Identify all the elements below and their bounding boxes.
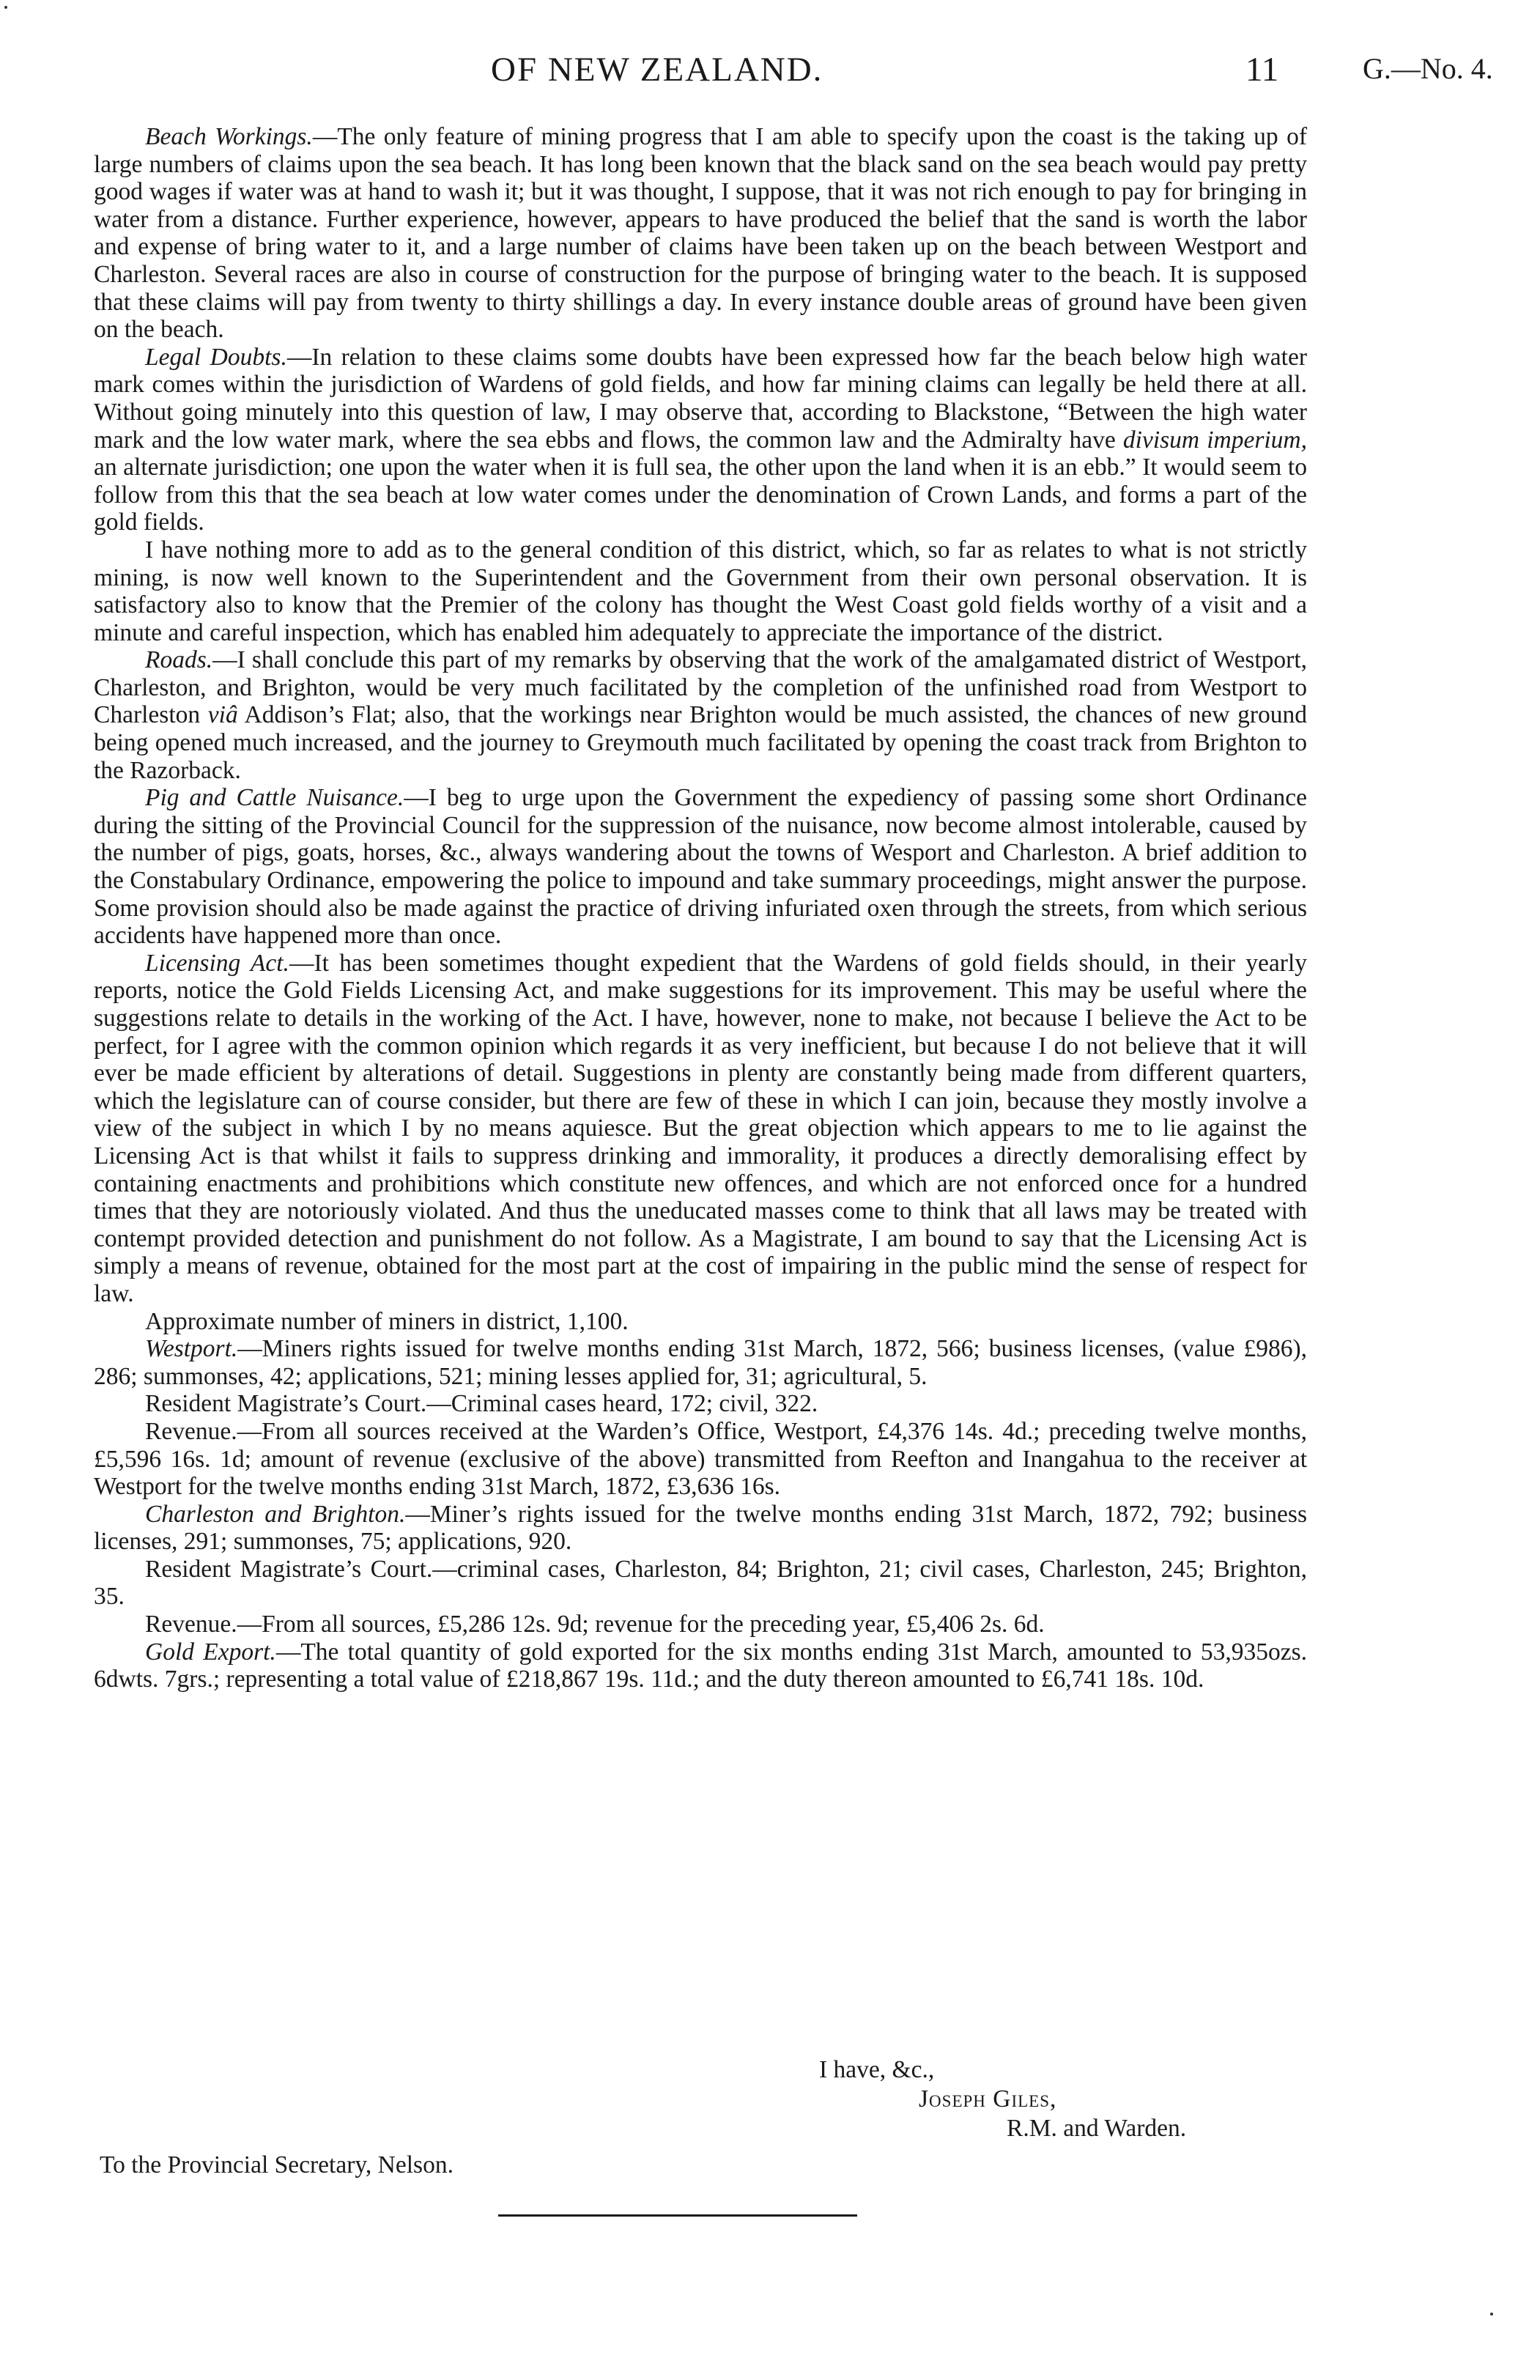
section-lead: Licensing Act. xyxy=(145,949,289,977)
paragraph-revenue-charleston xyxy=(94,1611,1307,1638)
paragraph-gold-export xyxy=(94,1638,1307,1693)
speck-mark xyxy=(1490,2313,1493,2316)
paragraph-text: I have nothing more to add as to the general condition of this district, which, so far as relates to what is not strictly mining, is now well known to the Superintendent and the Government from their own personal observation. It is satisfactory also to know that the Premier of the colony has thought the West Coast gold fields worthy of a visit and a minute and careful inspection, which has enabled him adequately to appreciate the importance of the district. xyxy=(94,536,1307,646)
section-lead: Westport. xyxy=(145,1335,238,1363)
page-number: 11 xyxy=(1245,51,1279,89)
paragraph-text: Revenue.—From all sources, £5,286 12s. 9d; revenue for the preceding year, £5,406 2s. 6d. xyxy=(145,1611,1045,1638)
signatory-title: R.M. and Warden. xyxy=(1007,2115,1187,2142)
paragraph-rm-court-charleston xyxy=(94,1556,1307,1611)
paragraph-text: —The total quantity of gold exported for the six months ending 31st March, amounted to 53,935ozs. 6dwts. 7grs.; representing a total value of £218,867 19s. 11d.; and the duty thereon amounted to £6,741 18s. 10d. xyxy=(94,1638,1307,1693)
paragraph-text: an alternate jurisdiction; one upon the water when it is full sea, the other upon the land when it is an ebb.” It would seem to follow from this that the sea beach at low water comes under the denomination of Crown Lands, and forms a part of the gold fields. xyxy=(94,454,1307,536)
paragraph-text: —Miners rights issued for twelve months ending 31st March, 1872, 566; business licenses, (value £986), 286; summonses, 42; applications, 521; mining lesses applied for, 31; agricultural, 5. xyxy=(94,1335,1307,1390)
addressee-line: To the Provincial Secretary, Nelson. xyxy=(100,2151,454,2178)
paragraph-text: Resident Magistrate’s Court.—criminal cases, Charleston, 84; Brighton, 21; civil cases, Charleston, 245; Brighton, 35. xyxy=(94,1555,1307,1611)
section-lead: Legal Doubts. xyxy=(145,343,287,371)
speck-mark xyxy=(4,6,7,9)
paragraph-text: Resident Magistrate’s Court.—Criminal cases heard, 172; civil, 322. xyxy=(145,1390,818,1418)
section-lead: Gold Export. xyxy=(145,1638,276,1666)
paragraph-text: —In relation to these claims some doubts have been expressed how far the beach below high water mark comes within the jurisdiction of Wardens of gold fields, and how far mining claims can legally be held there at all. Without going minutely into this question of law, I may observe that, according to Blackstone, “Between the high water mark and the low water mark, where the sea ebbs and flows, the common law and the Admiralty have xyxy=(94,343,1307,454)
report-body xyxy=(94,123,1307,1693)
closing-line: I have, &c., xyxy=(819,2056,935,2083)
paragraph-beach-workings xyxy=(94,123,1307,344)
section-lead: Pig and Cattle Nuisance. xyxy=(145,784,404,812)
paragraph-text: —It has been sometimes thought expedient that the Wardens of gold fields should, in their yearly reports, notice the Gold Fields Licensing Act, and make suggestions for its improvement. This may be useful where the suggestions relate to details in the working of the Act. I have, however, none to make, not because I believe the Act to be perfect, for I agree with the common opinion which regards it as very inefficient, but because I do not believe that it will ever be made efficient by alterations of detail. Suggestions in plenty are constantly being made from different quarters, which the legislature can of course consider, but there are few of these in which I can join, because they mostly involve a view of the subject in which I by no means aquiesce. But the great objection which appears to me to lie against the Licensing Act is that whilst it fails to suppress drinking and immorality, it produces a directly demoralising effect by containing enactments and prohibitions which constitute new offences, and which are not enforced once for a hundred times that they are notoriously violated. And thus the uneducated masses come to think that all laws may be treated with contempt provided detection and punishment do not follow. As a Magistrate, I am bound to say that the Licensing Act is simply a means of revenue, obtained for the most part at the cost of impairing in the public mind the sense of respect for law. xyxy=(94,949,1307,1307)
closing-rule xyxy=(498,2214,857,2217)
paragraph-text: —The only feature of mining progress that I am able to specify upon the coast is the taking up of large numbers of claims upon the sea beach. It has long been known that the black sand on the sea beach would pay pretty good wages if water was at hand to wash it; but it was thought, I suppose, that it was not rich enough to pay for bringing in water from a distance. Further experience, however, appears to have produced the belief that the sand is worth the labor and expense of bring water to it, and a large number of claims have been taken up on the beach between Westport and Charleston. Several races are also in course of construction for the purpose of bringing water to the beach. It is supposed that these claims will pay from twenty to thirty shillings a day. In every instance double areas of ground have been given on the beach. xyxy=(94,123,1307,344)
paragraph-text: Revenue.—From all sources received at the Warden’s Office, Westport, £4,376 14s. 4d.; preceding twelve months, £5,596 16s. 1d; amount of revenue (exclusive of the above) transmitted from Reefton and Inangahua to the receiver at Westport for the twelve months ending 31st March, 1872, £3,636 16s. xyxy=(94,1417,1307,1501)
paragraph-roads xyxy=(94,646,1307,784)
section-lead: Charleston and Brighton. xyxy=(145,1500,406,1528)
italic-word: viâ xyxy=(207,701,238,729)
document-reference: G.—No. 4. xyxy=(1363,52,1493,85)
paragraph-text: Approximate number of miners in district, 1,100. xyxy=(145,1307,629,1335)
paragraph-licensing-act xyxy=(94,950,1307,1308)
paragraph-text: —Miner’s rights issued for the twelve months ending 31st March, 1872, 792; business licenses, 291; summonses, 75; applications, 920. xyxy=(94,1500,1307,1556)
paragraph-legal-doubts xyxy=(94,344,1307,536)
section-lead: Beach Workings. xyxy=(145,123,313,150)
paragraph-pig-cattle-nuisance xyxy=(94,784,1307,950)
signatory-name: Joseph Giles, xyxy=(919,2085,1057,2113)
latin-phrase: divisum imperium, xyxy=(1122,426,1307,454)
paragraph-text: —I beg to urge upon the Government the expediency of passing some short Ordinance during the sitting of the Provincial Council for the suppression of the nuisance, now become almost intolerable, caused by the number of pigs, goats, horses, &c., always wandering about the towns of Wesport and Charleston. A brief addition to the Constabulary Ordinance, empowering the police to impound and take summary proceedings, might answer the purpose. Some provision should also be made against the practice of driving infuriated oxen through the streets, from which serious accidents have happened more than once. xyxy=(94,784,1307,950)
paragraph-text: Addison’s Flat; also, that the workings near Brighton would be much assisted, the chances of new ground being opened much increased, and the journey to Greymouth much facilitated by opening the coast track from Brighton to the Razorback. xyxy=(94,701,1308,784)
paragraph-revenue-westport xyxy=(94,1418,1307,1501)
running-title: OF NEW ZEALAND. xyxy=(491,51,823,89)
section-lead: Roads. xyxy=(145,646,213,674)
paragraph-westport xyxy=(94,1335,1307,1390)
paragraph-text: —I shall conclude this part of my remarks by observing that the work of the amalgamated district of Westport, Charleston, and Brighton, would be very much facilitated by the completion of the unfinished road from Westport to Charleston xyxy=(94,646,1307,729)
paragraph-miners-count xyxy=(94,1308,1307,1336)
paragraph-charleston-brighton xyxy=(94,1501,1307,1556)
paragraph-general-condition xyxy=(94,536,1307,646)
paragraph-rm-court-westport xyxy=(94,1390,1307,1418)
page-header xyxy=(0,50,1540,101)
